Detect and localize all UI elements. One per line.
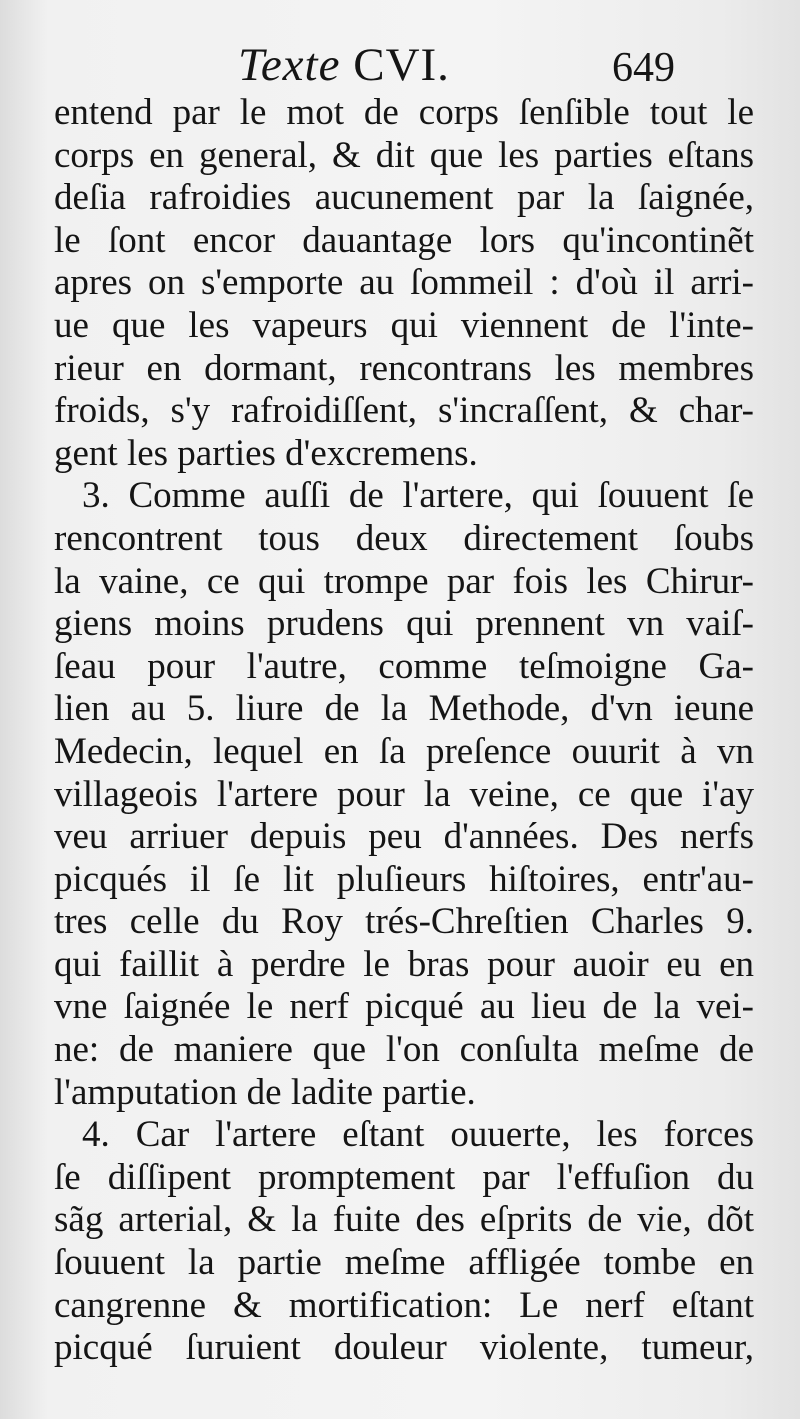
- running-title-label: Texte: [238, 39, 341, 91]
- text-line: deſia rafroidies aucunement par la ſaignée,: [54, 177, 754, 219]
- text-line: l'amputation de ladite partie.: [54, 1071, 476, 1113]
- text-line: gent les parties d'excremens.: [54, 432, 478, 474]
- text-line: picqué ſuruient douleur violente, tumeur,: [54, 1327, 754, 1369]
- text-line: Medecin, lequel en ſa preſence ouurit à vn: [54, 730, 754, 772]
- text-line: apres on s'emporte au ſommeil : d'où il arri-: [54, 262, 754, 304]
- text-line: ne: de maniere que l'on conſulta meſme de: [54, 1029, 754, 1071]
- text-line: cangrenne & mortification: Le nerf eſtant: [54, 1284, 754, 1326]
- running-title: [238, 38, 450, 92]
- text-line: rencontrent tous deux directement ſoubs: [54, 517, 754, 559]
- text-line: le ſont encor dauantage lors qu'incontinẽt: [54, 219, 754, 261]
- text-line: la vaine, ce qui trompe par fois les Chirur-: [54, 560, 754, 602]
- text-line: froids, s'y rafroidiſſent, s'incraſſent, & char-: [54, 390, 754, 432]
- text-line: giens moins prudens qui prennent vn vaiſ-: [54, 603, 754, 645]
- text-line: entend par le mot de corps ſenſible tout le: [54, 92, 754, 133]
- text-line: villageois l'artere pour la veine, ce que i'ay: [54, 773, 754, 815]
- text-line: veu arriuer depuis peu d'années. Des nerfs: [54, 816, 754, 858]
- page-number: 649: [612, 45, 675, 91]
- text-line: ſouuent la partie meſme affligée tombe en: [54, 1242, 754, 1284]
- paragraph-4-start: 4. Car l'artere eſtant ouuerte, les forces: [82, 1114, 754, 1156]
- running-title-number: CVI.: [353, 39, 450, 91]
- paragraph-3-start: 3. Comme auſſi de l'artere, qui ſouuent ſe: [82, 475, 754, 517]
- text-line: picqués il ſe lit pluſieurs hiſtoires, entr'au-: [54, 858, 754, 900]
- text-line: ſeau pour l'autre, comme teſmoigne Ga-: [54, 645, 754, 687]
- text-line: vne ſaignée le nerf picqué au lieu de la vei-: [54, 986, 754, 1028]
- text-line: qui faillit à perdre le bras pour auoir eu en: [54, 943, 754, 985]
- text-line: tres celle du Roy trés-Chreſtien Charles 9.: [54, 901, 754, 943]
- text-line: ſe diſſipent promptement par l'effuſion du: [54, 1156, 754, 1198]
- text-line: sãg arterial, & la fuite des eſprits de vie, dõt: [54, 1199, 754, 1241]
- text-line: ue que les vapeurs qui viennent de l'inte-: [54, 304, 754, 346]
- page-header: [0, 38, 800, 98]
- text-line: corps en general, & dit que les parties eſtans: [54, 134, 754, 176]
- body-text: [54, 92, 754, 1370]
- text-line: lien au 5. liure de la Methode, d'vn ieune: [54, 688, 754, 730]
- text-line: rieur en dormant, rencontrans les membres: [54, 347, 754, 389]
